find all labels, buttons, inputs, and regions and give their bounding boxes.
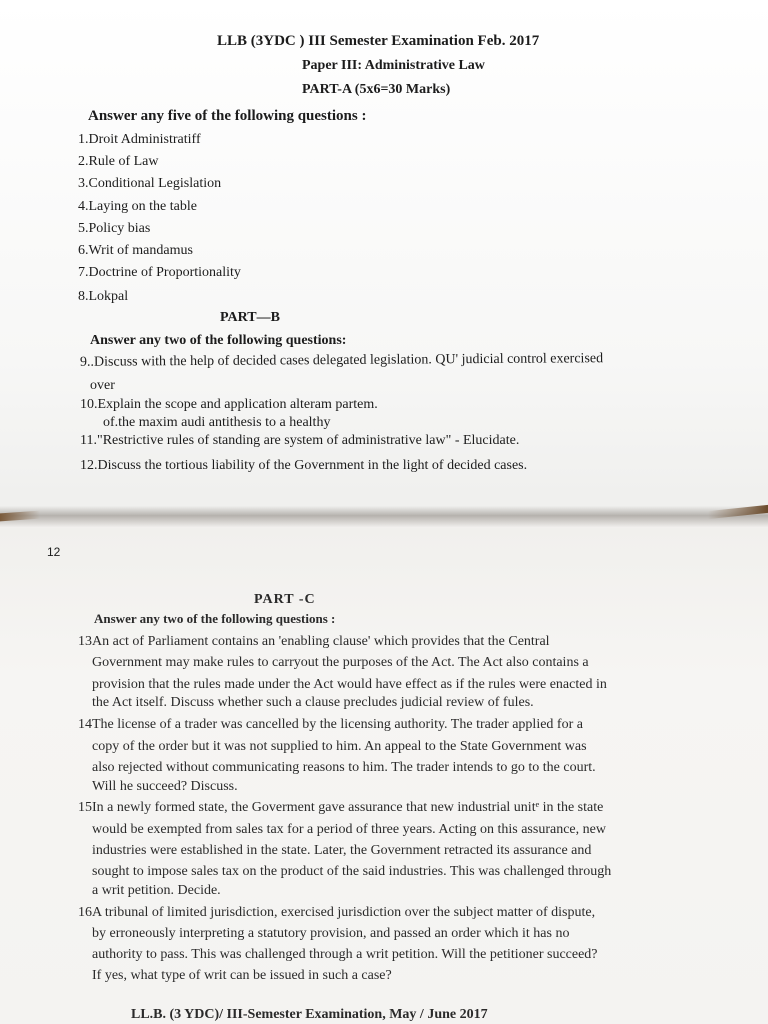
part-b-question: 10.Explain the scope and application alteram partem. (80, 397, 378, 412)
part-c-question-line: 16A tribunal of limited jurisdiction, exercised jurisdiction over the subject matter of dispute, (78, 905, 596, 920)
part-a-item: 1.Droit Administratiff (78, 132, 201, 147)
part-c-question-line: the Act itself. Discuss whether such a clause precludes judicial review of fules. (92, 695, 534, 710)
part-c-question-line: a writ petition. Decide. (92, 883, 221, 898)
paper-title: Paper III: Administrative Law (302, 58, 485, 73)
part-a-item: 6.Writ of mandamus (78, 243, 193, 258)
next-exam-title: LL.B. (3 YDC)/ III-Semester Examination, May / June 2017 (131, 1007, 488, 1022)
part-c-question-line: Government may make rules to carryout the purposes of the Act. The Act also contains a (92, 655, 589, 670)
part-b-question: 12.Discuss the tortious liability of the Government in the light of decided cases. (80, 458, 528, 473)
part-c-question-line: 15In a newly formed state, the Goverment gave assurance that new industrial unitᵉ in the state (78, 800, 604, 815)
part-b-instruction: Answer any two of the following questions: (90, 333, 347, 348)
part-a-item: 5.Policy bias (78, 221, 151, 236)
part-c-question-line: by erroneously interpreting a statutory provision, and passed an order which it has no (92, 926, 570, 941)
part-a-item: 8.Lokpal (78, 289, 129, 304)
part-c-question-line: Will he succeed? Discuss. (92, 779, 238, 794)
page-fold (0, 506, 768, 528)
part-c-question-line: If yes, what type of writ can be issued in such a case? (92, 968, 392, 983)
part-c-question-line: copy of the order but it was not supplied to him. An appeal to the State Government was (92, 739, 587, 754)
part-c-question-line: provision that the rules made under the Act would have effect as if the rules were enacted in (92, 677, 607, 692)
page-number: 12 (47, 545, 61, 559)
part-a-item: 4.Laying on the table (78, 199, 197, 214)
part-c-question-line: industries were established in the state. Later, the Government retracted its assurance and (92, 843, 592, 858)
part-a-instruction: Answer any five of the following questions : (88, 108, 367, 124)
part-c-question-line: 13An act of Parliament contains an 'enabling clause' which provides that the Central (78, 634, 550, 649)
part-c-question-line: 14The license of a trader was cancelled by the licensing authority. The trader applied for a (78, 717, 583, 732)
part-a-item: 2.Rule of Law (78, 154, 159, 169)
part-c-heading: PART -C (254, 592, 316, 607)
part-a-heading: PART-A (5x6=30 Marks) (302, 82, 451, 97)
part-a-item: 3.Conditional Legislation (78, 176, 222, 191)
part-c-question-line: also rejected without communicating reasons to him. The trader intends to go to the court. (92, 760, 596, 775)
part-c-question-line: sought to impose sales tax on the product of the said industries. This was challenged through (92, 864, 612, 879)
part-c-instruction: Answer any two of the following questions : (94, 611, 336, 626)
part-b-question: 11."Restrictive rules of standing are system of administrative law" - Elucidate. (80, 433, 520, 448)
part-b-heading: PART—B (220, 310, 280, 325)
part-c-question-line: authority to pass. This was challenged through a writ petition. Will the petitioner succeed? (92, 947, 598, 962)
part-a-item: 7.Doctrine of Proportionality (78, 265, 241, 280)
part-b-question: over (90, 378, 115, 393)
part-c-question-line: would be exempted from sales tax for a period of three years. Acting on this assurance, new (92, 822, 606, 837)
part-b-question: 9..Discuss with the help of decided cases delegated legislation. QU' judicial control exercised (79, 351, 604, 370)
part-b-question: of.the maxim audi antithesis to a healthy (103, 415, 331, 430)
exam-title: LLB (3YDC ) III Semester Examination Feb. 2017 (217, 33, 540, 49)
